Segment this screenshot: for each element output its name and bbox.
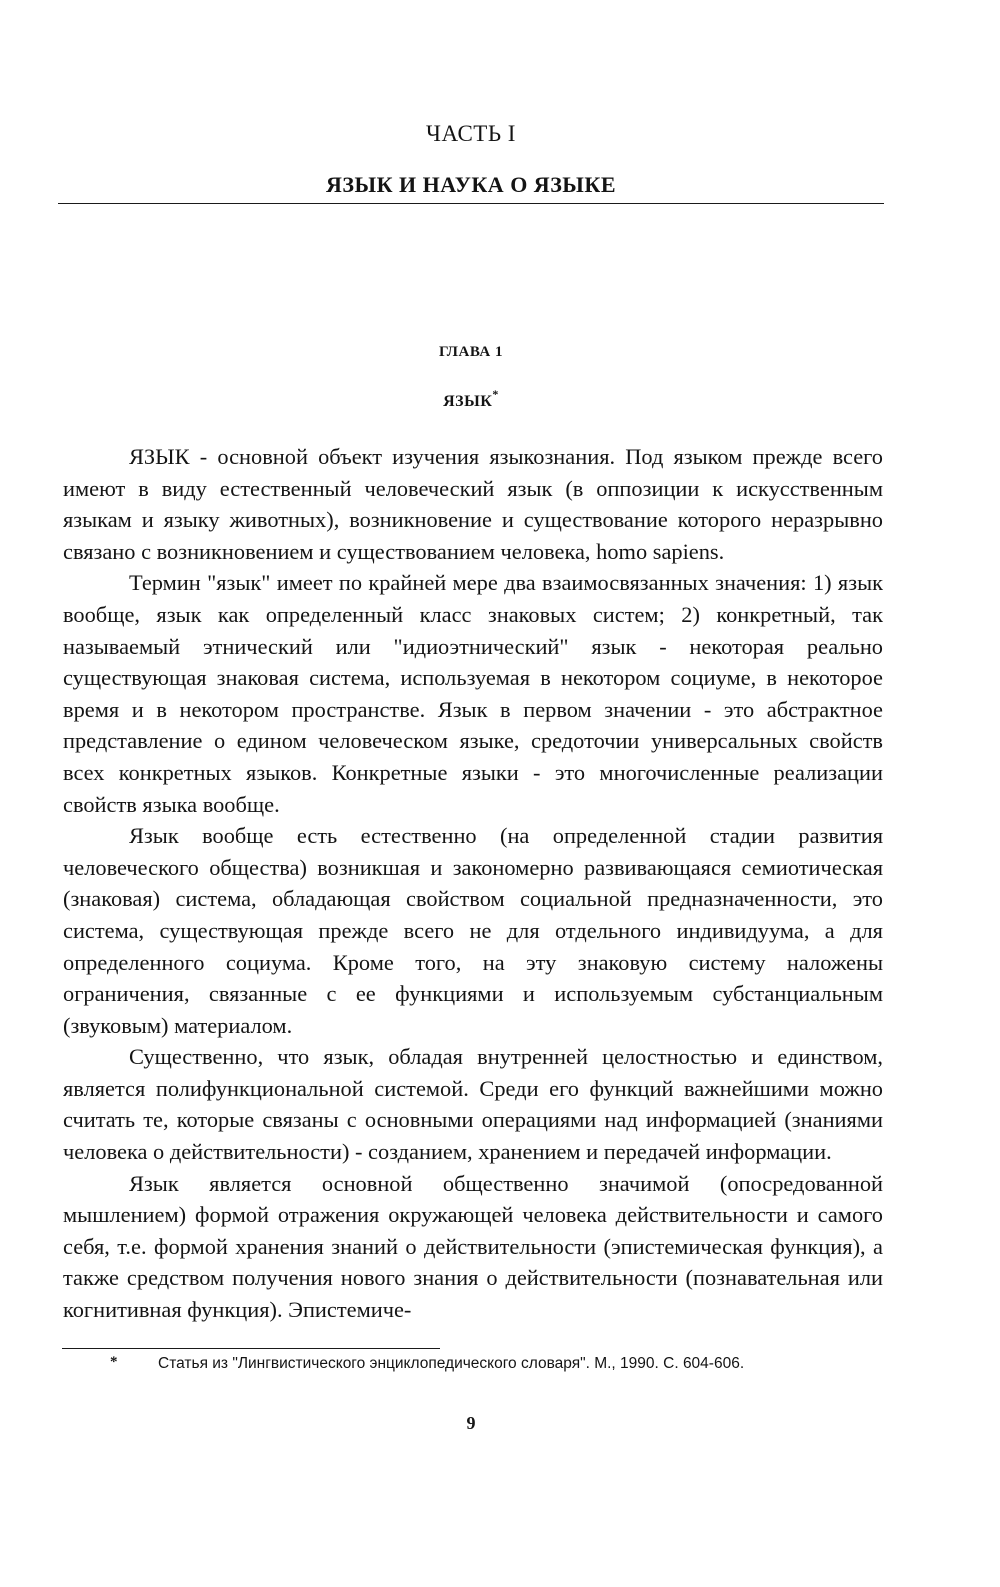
paragraph: Существенно, что язык, обладая внутренней целостностью и единством, является полифункциональной системой. Среди его функций важнейшими можно считать те, которые связаны с основными операциями над информацией (знаниями человека о действительности) - созданием, хранением и передачей информации. bbox=[63, 1044, 883, 1165]
part-number: ЧАСТЬ I bbox=[426, 121, 516, 146]
part-title-rule bbox=[58, 203, 884, 204]
paragraph: ЯЗЫК - основной объект изучения языкознания. Под языком прежде всего имеют в виду естественный человеческий язык (в оппозиции к искусственным языкам и языку животных), возникновение и существование которого неразрывно связано с возникновением и существованием человека, homo sapiens. bbox=[63, 444, 883, 564]
footnote-rule bbox=[62, 1348, 440, 1349]
footnote-text: Статья из "Лингвистического энциклопедического словаря". М., 1990. С. 604-606. bbox=[158, 1355, 745, 1372]
paragraph: Язык вообще есть естественно (на определенной стадии развития человеческого общества) возникшая и закономерно развивающаяся семиотическая (знаковая) система, обладающая свойством социальной предназначенности, это система, существующая прежде всего не для отдельного индивидуума, а для определенного социума. Кроме того, на эту знаковую систему наложены ограничения, связанные с ее функциями и используемым субстанциальным (звуковым) материалом. bbox=[63, 823, 883, 1038]
chapter-label: ГЛАВА 1 bbox=[439, 344, 503, 360]
footnote-mark: * bbox=[110, 1354, 118, 1370]
paragraph: Язык является основной общественно значимой (опосредованной мышлением) формой отражения окружающей человека действительности и самого себя, т.е. формой хранения знаний о действительности (эпистемическая функция), а также средством получения нового знания о действительности (познавательная или когнитивная функция). Эпистемиче- bbox=[63, 1170, 883, 1323]
chapter-body bbox=[63, 441, 883, 1326]
paragraph: Термин "язык" имеет по крайней мере два взаимосвязанных значения: 1) язык вообще, язык как определенный класс знаковых систем; 2) конкретный, так называемый этнический или "идиоэтнический" язык - некоторая реально существующая знаковая система, используемая в некотором социуме, в некоторое время и в некотором пространстве. Язык в первом значении - это абстрактное представление о едином человеческом языке, средоточии универсальных свойств всех конкретных языков. Конкретные языки - это многочисленные реализации свойств языка вообще. bbox=[63, 570, 883, 817]
page-number: 9 bbox=[466, 1413, 476, 1433]
part-title: ЯЗЫК И НАУКА О ЯЗЫКЕ bbox=[325, 172, 617, 197]
chapter-title bbox=[58, 387, 884, 411]
chapter-title-text: ЯЗЫК bbox=[443, 393, 493, 410]
chapter-title-footnote-mark: * bbox=[492, 387, 499, 401]
